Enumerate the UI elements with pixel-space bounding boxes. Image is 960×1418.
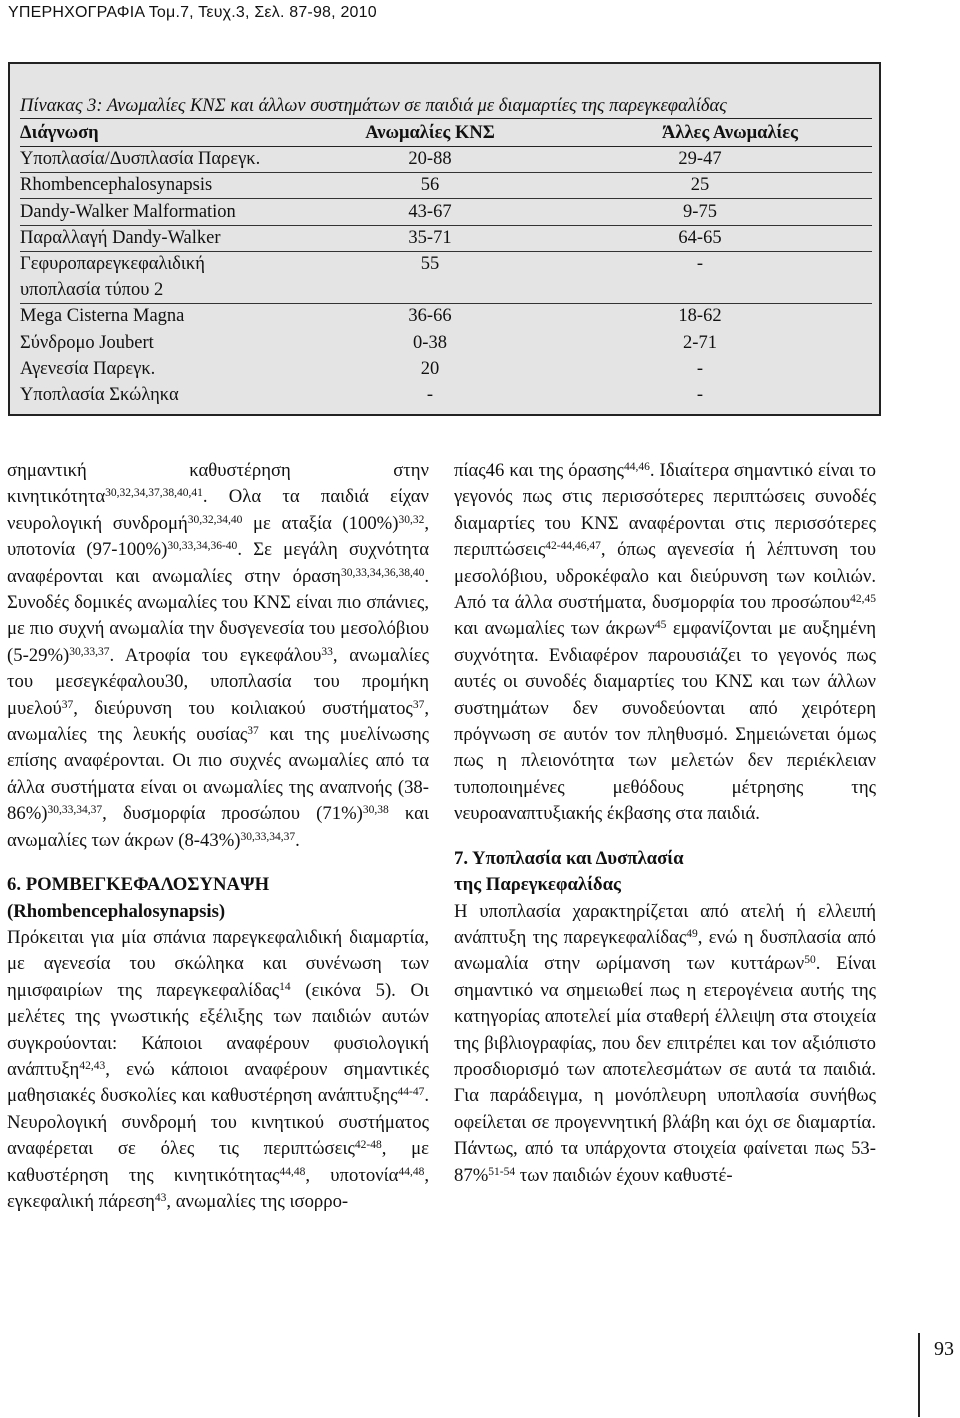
- citation-superscript: 50: [804, 954, 816, 967]
- header-diagnosis: Διάγνωση: [20, 123, 99, 143]
- text-run: , ενώ η δυσπλασία από ανωμαλία στην ωρίμανση των κυττάρων: [454, 926, 876, 975]
- text-run: . Ολα τα παιδιά είχαν νευρολογική συνδρομή: [7, 486, 429, 534]
- text-run: και ανωμαλίες των άκρων (8-43%): [7, 803, 429, 851]
- citation-superscript: 43: [154, 1191, 167, 1204]
- table-row: [20, 330, 872, 356]
- cell-other: 18-62: [678, 306, 722, 327]
- text-run: πίας46 και της όρασης: [454, 460, 624, 481]
- table-row: [20, 199, 872, 226]
- page-number-rule: [918, 1333, 920, 1417]
- cell-diagnosis: Αγενεσία Παρεγκ.: [20, 358, 156, 379]
- text-run: . Συνοδές δομικές ανωμαλίες του ΚΝΣ είναι πιο σπάνιες, με πιο συχνή ανωμαλία την δυσγενεσία του μεσολόβιου (5-29%): [7, 565, 429, 666]
- citation-superscript: 37: [247, 725, 259, 738]
- citation-superscript: 30,33,34,37: [47, 804, 103, 817]
- cell-other: 64-65: [678, 227, 722, 248]
- cell-cns: 0-38: [413, 332, 447, 353]
- text-run: , όπως αγενεσία ή λέπτυνση του μεσολόβιου, υδροκέφαλο και διεύρυνση των κοιλιών. Από τα άλλα συστήματα, δυσμορφία του προσώπου: [454, 539, 876, 614]
- cell-diagnosis: Υποπλασία Σκώληκα: [20, 385, 179, 405]
- text-run: με αταξία (100%): [242, 512, 399, 534]
- citation-superscript: 51-54: [488, 1165, 516, 1178]
- cell-diagnosis: Mega Cisterna Magna: [20, 306, 185, 327]
- cell-cns: 36-66: [408, 306, 452, 327]
- paragraph: [7, 458, 429, 854]
- table-row: [20, 146, 872, 173]
- text-run: σημαντική καθυστέρηση στην κινητικότητα: [7, 460, 429, 508]
- cell-cns: 20: [420, 358, 440, 379]
- table-row: [20, 303, 872, 329]
- cell-other: 29-47: [678, 149, 722, 170]
- text-run: των παιδιών έχουν καθυστέ-: [515, 1164, 733, 1186]
- text-run: . Ιδιαίτερα σημαντικό είναι το γεγονός πως στις περισσότερες περιπτώσεις συνοδές διαμαρτίες του ΚΝΣ αναφέρονται στις περισσότερες περιπτώσεις: [454, 460, 876, 561]
- text-run: Πρόκειται για μία σπάνια παρεγκεφαλιδική διαμαρτία, με αγενεσία του σκώληκα και συνένωση των ημισφαιρίων της παρεγκεφαλίδας: [7, 926, 429, 1001]
- citation-superscript: 14: [279, 980, 291, 993]
- paragraph: [454, 899, 876, 1189]
- cell-other: 9-75: [683, 201, 717, 222]
- cell-other: -: [696, 358, 704, 379]
- text-run: , ανωμαλίες της ισορρο-: [166, 1190, 349, 1212]
- citation-superscript: 44-47: [397, 1086, 425, 1099]
- citation-superscript: 42-44,46,47: [545, 540, 601, 553]
- cell-cns: 55: [420, 254, 440, 274]
- cell-other: 2-71: [683, 332, 717, 353]
- citation-superscript: 42,43: [79, 1059, 106, 1072]
- section-title: 6. ΡΟΜΒΕΓΚΕΦΑΛΟΣΥΝΑΨΗ (Rhombencephalosynapsis): [7, 874, 270, 922]
- citation-superscript: 45: [654, 619, 667, 632]
- text-run: . Ατροφία του εγκεφάλου: [109, 644, 322, 666]
- citation-superscript: 30,32,34,40: [187, 513, 243, 526]
- cell-cns: 20-88: [408, 149, 452, 170]
- text-run: εμφανίζονται με αυξημένη συχνότητα. Ενδιαφέρον παρουσιάζει το γεγονός πως αυτές οι συνοδές διαμαρτίες του ΚΝΣ και των άλλων συστημάτων δεν συνοδεύονται από χειρότερη πρόγνωση σε αυτόν τον πληθυσμό. Σημειώνεται όμως πως η πλειονότητα των μελετών δεν περιέκλειαν τυποποιημένες μεθόδους μέτρησης της νευροαναπτυξιακής έκβασης στα παιδιά.: [454, 618, 876, 825]
- text-run: , δυσμορφία προσώπου (71%): [102, 803, 363, 825]
- section-title: 7. Υποπλασία και Δυσπλασία της Παρεγκεφαλίδας: [454, 847, 684, 896]
- paragraph: [454, 458, 876, 828]
- cell-diagnosis: Υποπλασία/Δυσπλασία Παρεγκ.: [20, 149, 261, 170]
- text-run: . Είναι σημαντικό να σημειωθεί πως η ετερογένεια αυτής της κατηγορίας αποτελεί μία σταθερή έλλειψη στα στοιχεία της βιβλιογραφίας, που δεν επιτρέπει και τον αξιόπιστο προσδιορισμό των αποτελεσμάτων σε αυτά τα παιδιά. Για παράδειγμα, η μονόπλευρη υποπλασία συνήθως οφείλεται σε προγεννητική βλάβη και όχι σε διαμαρτία. Πάντως, από τα υπάρχοντα στοιχεία φαίνεται πως 53-87%: [454, 953, 877, 1186]
- cell-cns: 35-71: [408, 227, 452, 248]
- cell-cns: 43-67: [408, 201, 452, 222]
- citation-superscript: 42,45: [850, 593, 876, 606]
- table-row: [20, 251, 872, 277]
- text-run: .: [295, 829, 300, 851]
- citation-superscript: 30,32,34,37,38,40,41: [105, 487, 203, 500]
- table-row: [20, 356, 872, 382]
- cell-other: -: [696, 254, 704, 274]
- citation-superscript: 42-48: [354, 1139, 382, 1152]
- text-run: , διεύρυνση του κοιλιακού συστήματος: [73, 697, 413, 719]
- text-run: , υποτονία: [305, 1164, 399, 1186]
- citation-superscript: 30,33,34,37: [240, 830, 296, 843]
- citation-superscript: 30,32: [398, 513, 425, 526]
- citation-superscript: 37: [61, 698, 74, 711]
- text-run: , εγκεφαλική πάρεση: [7, 1164, 430, 1212]
- cell-diagnosis: Παραλλαγή Dandy-Walker: [20, 227, 221, 248]
- citation-superscript: 44,48: [398, 1165, 425, 1178]
- cell-other: -: [696, 385, 704, 405]
- paragraph: [7, 925, 429, 1215]
- table-caption: Πίνακας 3: Ανωμαλίες ΚΝΣ και άλλων συστημάτων σε παιδιά με διαμαρτίες της παρεγκεφαλίδας: [20, 94, 872, 119]
- citation-superscript: 30,33,37: [69, 645, 110, 658]
- citation-superscript: 33: [321, 645, 333, 658]
- table-row: [20, 225, 872, 252]
- text-run: . Σε μεγάλη συχνότητα αναφέρονται και ανωμαλίες στην όραση: [7, 539, 429, 587]
- table-3: [8, 62, 881, 416]
- citation-superscript: 30,33,34,36-40: [167, 540, 238, 553]
- table-header-row: [20, 120, 872, 147]
- text-run: και ανωμαλίες των άκρων: [454, 618, 655, 640]
- header-cns: Ανωμαλίες ΚΝΣ: [365, 123, 495, 143]
- citation-superscript: 30,38: [362, 804, 389, 817]
- text-run: , με καθυστέρηση της κινητικότητας: [7, 1138, 429, 1186]
- text-run: (εικόνα 5). Οι μελέτες της γνωστικής εξέλιξης των παιδιών αυτών συγκρούονται: Κάποιοι αναφέρουν φυσιολογική ανάπτυξη: [7, 979, 429, 1080]
- table-row: [20, 277, 872, 304]
- text-run: και της μυελίνωσης επίσης αναφέρονται. Οι πιο συχνές ανωμαλίες από τα άλλα συστήματα είναι οι ανωμαλίες της αναπνοής (38-86%): [7, 724, 429, 825]
- page-number: 93: [934, 1338, 954, 1360]
- cell-diagnosis: Rhombencephalosynapsis: [20, 175, 213, 196]
- text-run: , υποτονία (97-100%): [7, 512, 430, 561]
- text-run: , ενώ κάποιοι αναφέρουν σημαντικές μαθησιακές δυσκολίες και καθυστέρηση ανάπτυξης: [7, 1058, 429, 1107]
- text-run: Η υποπλασία χαρακτηρίζεται από ατελή ή ελλειπή ανάπτυξη της παρεγκεφαλίδας: [454, 900, 876, 948]
- right-column: [454, 458, 876, 1189]
- cell-other: 25: [690, 175, 710, 196]
- left-column: [7, 458, 429, 1215]
- cell-cns: -: [426, 385, 434, 405]
- cell-diagnosis: Σύνδρομο Joubert: [20, 332, 154, 353]
- citation-superscript: 44,48: [279, 1165, 306, 1178]
- citation-superscript: 49: [686, 927, 698, 940]
- citation-superscript: 30,33,34,36,38,40: [340, 566, 425, 579]
- journal-header: ΥΠΕΡΗΧΟΓΡΑΦΙΑ Τομ.7, Τευχ.3, Σελ. 87-98, 2010: [8, 4, 377, 21]
- citation-superscript: 37: [412, 698, 425, 711]
- cell-diagnosis: Dandy-Walker Malformation: [20, 201, 236, 222]
- header-other: Άλλες Ανωμαλίες: [662, 123, 798, 143]
- cell-diagnosis: υποπλασία τύπου 2: [20, 280, 164, 301]
- text-run: . Νευρολογική συνδρομή του κινητικού συστήματος αναφέρεται σε όλες τις περιπτώσεις: [7, 1085, 429, 1160]
- text-run: , ανωμαλίες της λευκής ουσίας: [7, 697, 429, 746]
- cell-diagnosis: Γεφυροπαρεγκεφαλιδική: [20, 254, 205, 274]
- table-row: [20, 172, 872, 199]
- text-run: , ανωμαλίες του μεσεγκέφαλου30, υποπλασία του προμήκη μυελού: [7, 644, 429, 719]
- citation-superscript: 44,46: [623, 461, 650, 473]
- table-row: [20, 382, 872, 408]
- cell-cns: 56: [420, 175, 440, 196]
